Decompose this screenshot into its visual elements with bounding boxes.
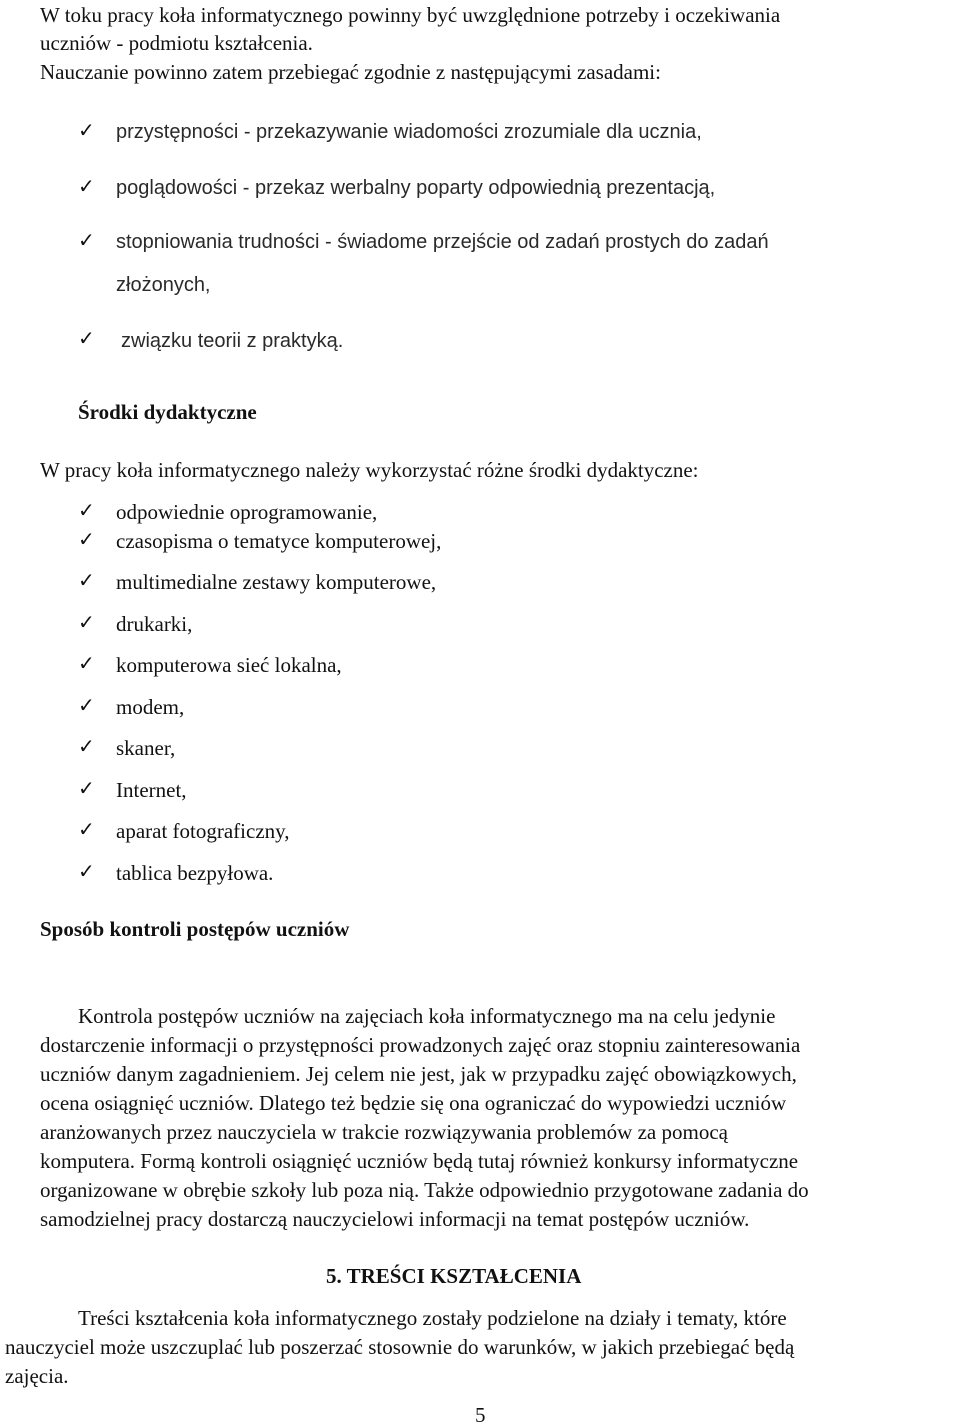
intro-line: Nauczanie powinno zatem przebiegać zgodnie z następującymi zasadami: [40,60,661,84]
check-icon: ✓ [78,734,95,758]
check-icon: ✓ [78,817,95,841]
paragraph-line: aranżowanych przez nauczyciela w trakcie rozwiązywania problemów za pomocą [40,1120,728,1144]
check-icon: ✓ [78,498,95,522]
principle-item: przystępności - przekazywanie wiadomości zrozumiale dla ucznia, [116,121,702,143]
check-icon: ✓ [78,693,95,717]
section-heading: Środki dydaktyczne [78,400,257,424]
paragraph-line: komputera. Formą kontroli osiągnięć uczniów będą tutaj również konkursy informatyczne [40,1149,799,1173]
principle-item: związku teorii z praktyką. [121,330,344,352]
section-heading: Sposób kontroli postępów uczniów [40,917,350,941]
principle-item-continuation: złożonych, [116,274,211,296]
teaching-aid-item: czasopisma o tematyce komputerowej, [116,529,442,553]
teaching-aid-item: multimedialne zestawy komputerowe, [116,570,437,594]
check-icon: ✓ [78,326,95,350]
intro-line: uczniów - podmiotu kształcenia. [40,31,313,55]
check-icon: ✓ [78,651,95,675]
section-intro: W pracy koła informatycznego należy wykorzystać różne środki dydaktyczne: [40,458,699,482]
teaching-aid-item: komputerowa sieć lokalna, [116,653,342,677]
paragraph-line: samodzielnej pracy dostarczą nauczycielowi informacji na temat postępów uczniów. [40,1207,750,1231]
paragraph-line: Kontrola postępów uczniów na zajęciach koła informatycznego ma na celu jedynie [78,1004,776,1028]
paragraph-line: uczniów danym zagadnieniem. Jej celem nie jest, jak w przypadku zajęć obowiązkowych, [40,1062,797,1086]
check-icon: ✓ [78,859,95,883]
check-icon: ✓ [78,118,95,142]
check-icon: ✓ [78,610,95,634]
paragraph-line: ocena osiągnięć uczniów. Dlatego też będzie się ona ograniczać do wypowiedzi uczniów [40,1091,787,1115]
check-icon: ✓ [78,228,95,252]
teaching-aid-item: odpowiednie oprogramowanie, [116,500,378,524]
teaching-aid-item: drukarki, [116,612,193,636]
paragraph-line: nauczyciel może uszczuplać lub poszerzać stosownie do warunków, w jakich przebiegać będą [5,1335,795,1359]
principle-item: stopniowania trudności - świadome przejście od zadań prostych do zadań [116,231,769,253]
paragraph-line: zajęcia. [5,1364,69,1388]
principle-item: poglądowości - przekaz werbalny poparty odpowiednią prezentacją, [116,177,716,199]
teaching-aid-item: skaner, [116,736,176,760]
paragraph-line: dostarczenie informacji o przystępności prowadzonych zajęć oraz stopniu zainteresowania [40,1033,801,1057]
teaching-aid-item: tablica bezpyłowa. [116,861,274,885]
check-icon: ✓ [78,527,95,551]
paragraph-line: Treści kształcenia koła informatycznego zostały podzielone na działy i tematy, które [78,1306,787,1330]
page-number: 5 [475,1403,486,1427]
paragraph-line: organizowane w obrębie szkoły lub poza nią. Także odpowiednio przygotowane zadania do [40,1178,809,1202]
teaching-aid-item: aparat fotograficzny, [116,819,290,843]
teaching-aid-item: Internet, [116,778,187,802]
chapter-heading: 5. TREŚCI KSZTAŁCENIA [326,1264,582,1288]
teaching-aid-item: modem, [116,695,185,719]
check-icon: ✓ [78,776,95,800]
check-icon: ✓ [78,568,95,592]
check-icon: ✓ [78,174,95,198]
intro-line: W toku pracy koła informatycznego powinny być uwzględnione potrzeby i oczekiwania [40,3,781,27]
